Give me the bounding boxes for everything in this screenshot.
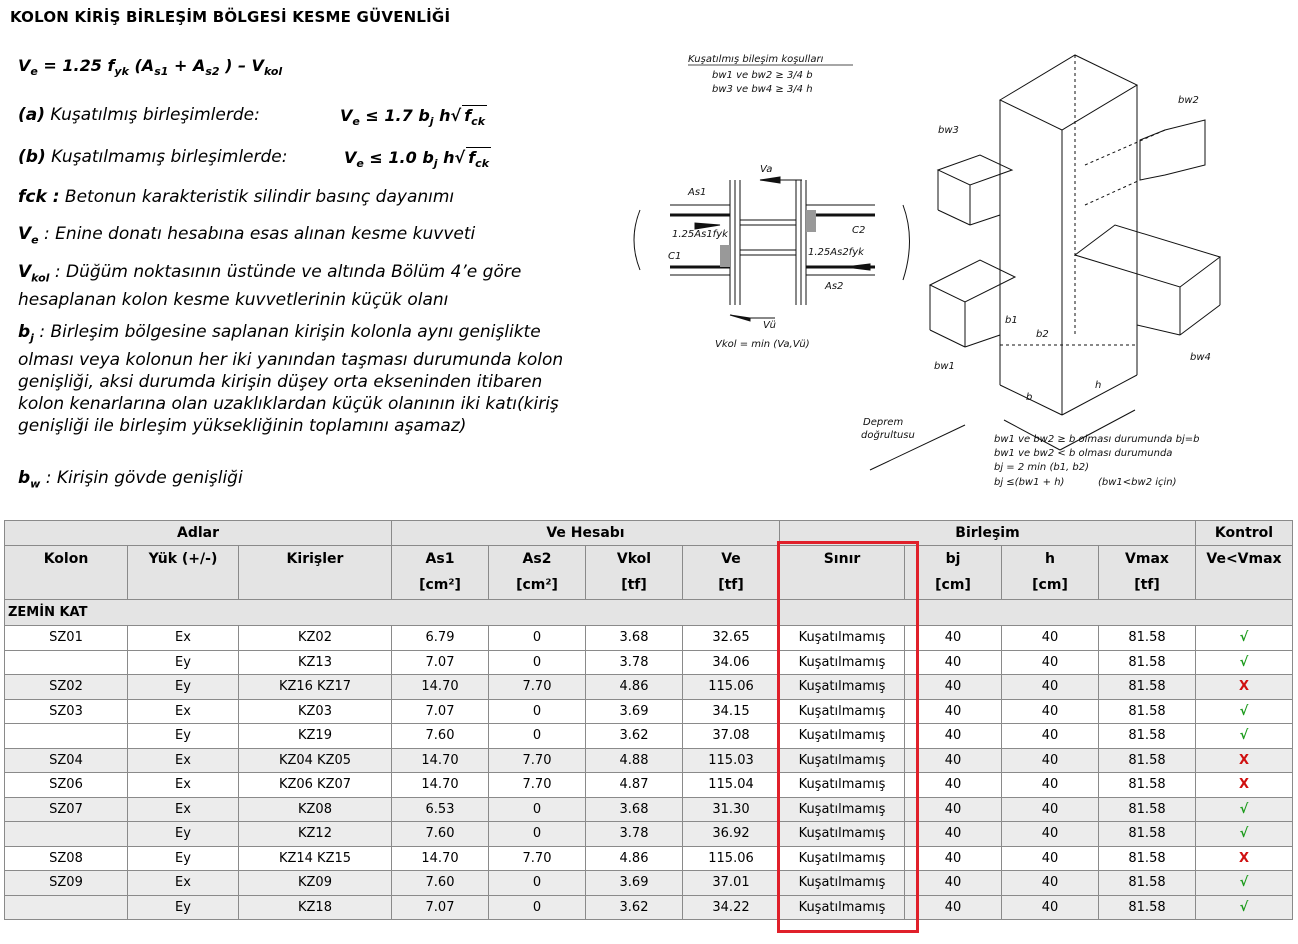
cell-yuk: Ey <box>128 822 239 847</box>
table-row <box>5 846 1293 871</box>
cell-kiris: KZ08 <box>239 797 392 822</box>
cell-h: 40 <box>1002 626 1099 651</box>
cell-yuk: Ex <box>128 699 239 724</box>
cell-vmax: 81.58 <box>1099 724 1196 749</box>
cell-sinir: Kuşatılmamış <box>780 699 905 724</box>
label-c1: C1 <box>668 251 682 262</box>
cell-kolon: SZ04 <box>5 748 128 773</box>
cell-vkol: 4.86 <box>586 846 683 871</box>
column-header <box>1196 546 1293 600</box>
cell-kolon: SZ06 <box>5 773 128 798</box>
cell-as1: 6.53 <box>392 797 489 822</box>
column-header-label: Vkol <box>616 551 652 567</box>
cell-as2: 0 <box>489 650 586 675</box>
column-header <box>683 546 780 600</box>
column-header <box>128 546 239 600</box>
column-header <box>239 546 392 600</box>
cell-as1: 7.07 <box>392 895 489 920</box>
cell-h: 40 <box>1002 846 1099 871</box>
cell-as1: 14.70 <box>392 846 489 871</box>
label-b1: b1 <box>1005 315 1018 326</box>
cell-ok: √ <box>1196 822 1293 847</box>
cell-vmax: 81.58 <box>1099 797 1196 822</box>
group-ve-hesabi: Ve Hesabı <box>392 521 780 546</box>
cell-yuk: Ex <box>128 773 239 798</box>
cell-yuk: Ex <box>128 626 239 651</box>
column-header-label: Vmax <box>1125 551 1169 567</box>
table-row <box>5 871 1293 896</box>
group-adlar: Adlar <box>5 521 392 546</box>
cell-as2: 0 <box>489 797 586 822</box>
cell-ok: √ <box>1196 724 1293 749</box>
note-1: bw1 ve bw2 ≥ b olması durumunda bj=b <box>994 434 1200 445</box>
cell-h: 40 <box>1002 895 1099 920</box>
main-formula: $V_e = 1.25$ $f_{yk}$ ($A_{s1} + A_{s2}$ ) – $V_{kol}$ <box>18 56 283 79</box>
cell-as2: 0 <box>489 699 586 724</box>
label-va: Va <box>760 164 773 175</box>
cell-vmax: 81.58 <box>1099 626 1196 651</box>
note-3: bj = 2 min (b1, b2) <box>994 462 1090 473</box>
case-a-formula: $V_e \le 1.7$ $b_j$ h√ $f_{ck}$ <box>340 106 486 129</box>
table-row <box>5 797 1293 822</box>
label-bw4: bw4 <box>1190 352 1211 363</box>
cell-ok: X <box>1196 748 1293 773</box>
cell-yuk: Ex <box>128 748 239 773</box>
column-header-unit: [cm] <box>1032 577 1068 593</box>
label-c2: C2 <box>852 225 866 236</box>
cell-kiris: KZ12 <box>239 822 392 847</box>
cell-vkol: 3.78 <box>586 822 683 847</box>
cell-kiris: KZ19 <box>239 724 392 749</box>
column-header-unit: [tf] <box>621 577 647 593</box>
cell-ok: √ <box>1196 895 1293 920</box>
case-b: (b) Kuşatılmamış birleşimlerde: <box>18 147 288 167</box>
column-header <box>489 546 586 600</box>
cell-yuk: Ex <box>128 797 239 822</box>
conditions-box <box>688 54 853 95</box>
cell-sinir: Kuşatılmamış <box>780 822 905 847</box>
cell-h: 40 <box>1002 650 1099 675</box>
cell-kiris: KZ13 <box>239 650 392 675</box>
cell-kiris: KZ14 KZ15 <box>239 846 392 871</box>
column-header-unit: [tf] <box>718 577 744 593</box>
cell-as1: 7.60 <box>392 724 489 749</box>
cell-sinir: Kuşatılmamış <box>780 650 905 675</box>
cell-bj: 40 <box>905 797 1002 822</box>
def-bj: $b_j$ : Birleşim bölgesine saplanan kirişin kolonla aynı genişlikte olması veya kolonun her iki yanından taşması durumunda kolon genişliği, aksi durumda kirişin düşey orta ekseninden itibaren kolon kenarlarına olan uzaklıklardan küçük olanının iki katı(kiriş genişliği ile birleşim yüksekliğinin toplamını aşamaz) <box>18 322 564 437</box>
cell-ve: 37.01 <box>683 871 780 896</box>
cell-ve: 34.22 <box>683 895 780 920</box>
cell-ok: √ <box>1196 871 1293 896</box>
cell-vmax: 81.58 <box>1099 773 1196 798</box>
table-row <box>5 675 1293 700</box>
table-row <box>5 650 1293 675</box>
column-header-unit: [cm] <box>935 577 971 593</box>
label-h: h <box>1095 380 1102 391</box>
cell-vkol: 4.87 <box>586 773 683 798</box>
cell-yuk: Ey <box>128 846 239 871</box>
cell-ve: 115.04 <box>683 773 780 798</box>
cell-kiris: KZ18 <box>239 895 392 920</box>
table-row <box>5 822 1293 847</box>
cell-kiris: KZ03 <box>239 699 392 724</box>
table-row <box>5 895 1293 920</box>
cell-yuk: Ey <box>128 895 239 920</box>
cell-kiris: KZ02 <box>239 626 392 651</box>
cell-ok: √ <box>1196 699 1293 724</box>
cell-bj: 40 <box>905 650 1002 675</box>
cell-vkol: 3.62 <box>586 895 683 920</box>
cell-vmax: 81.58 <box>1099 748 1196 773</box>
joint-section-2d <box>634 177 910 321</box>
cell-bj: 40 <box>905 895 1002 920</box>
cell-kolon: SZ07 <box>5 797 128 822</box>
cell-bj: 40 <box>905 846 1002 871</box>
column-header-label: Ve <box>721 551 741 567</box>
label-deprem: Deprem <box>863 417 904 428</box>
cell-ve: 115.03 <box>683 748 780 773</box>
column-header-label: Sınır <box>823 551 861 567</box>
cell-h: 40 <box>1002 748 1099 773</box>
def-fck: fck : Betonun karakteristik silindir basınç dayanımı <box>18 187 455 207</box>
cell-h: 40 <box>1002 699 1099 724</box>
cell-as2: 0 <box>489 871 586 896</box>
cell-h: 40 <box>1002 871 1099 896</box>
cell-yuk: Ex <box>128 871 239 896</box>
cell-ve: 115.06 <box>683 675 780 700</box>
cell-as1: 7.60 <box>392 822 489 847</box>
cell-vmax: 81.58 <box>1099 871 1196 896</box>
label-force-2: 1.25As2fyk <box>808 247 864 258</box>
joint-diagram <box>620 45 1290 495</box>
column-header-unit: [tf] <box>1134 577 1160 593</box>
cell-vmax: 81.58 <box>1099 895 1196 920</box>
column-header-unit: [cm²] <box>516 577 558 593</box>
cell-h: 40 <box>1002 797 1099 822</box>
cell-sinir: Kuşatılmamış <box>780 773 905 798</box>
column-header <box>1002 546 1099 600</box>
cell-kolon: SZ02 <box>5 675 128 700</box>
cell-bj: 40 <box>905 822 1002 847</box>
case-b-formula: $V_e \le 1.0$ $b_j$ h√ $f_{ck}$ <box>344 148 490 171</box>
cell-sinir: Kuşatılmamış <box>780 748 905 773</box>
column-header <box>1099 546 1196 600</box>
cell-ve: 115.06 <box>683 846 780 871</box>
cell-vmax: 81.58 <box>1099 699 1196 724</box>
column-header <box>5 546 128 600</box>
cell-kiris: KZ16 KZ17 <box>239 675 392 700</box>
cell-ok: √ <box>1196 650 1293 675</box>
note-4: bj ≤(bw1 + h) <box>994 477 1065 488</box>
column-header <box>780 546 905 600</box>
cell-ve: 34.15 <box>683 699 780 724</box>
label-force-1: 1.25As1fyk <box>672 229 728 240</box>
label-bw3: bw3 <box>938 125 959 136</box>
column-header-label: Kolon <box>43 551 89 567</box>
group-birlesim: Birleşim <box>780 521 1196 546</box>
cell-h: 40 <box>1002 822 1099 847</box>
cell-bj: 40 <box>905 724 1002 749</box>
def-bw: $b_w$ : Kirişin gövde genişliği <box>18 468 243 491</box>
cell-kolon: SZ03 <box>5 699 128 724</box>
cell-bj: 40 <box>905 699 1002 724</box>
cell-vkol: 3.69 <box>586 871 683 896</box>
column-header <box>586 546 683 600</box>
table-row <box>5 724 1293 749</box>
cell-sinir: Kuşatılmamış <box>780 871 905 896</box>
cell-sinir: Kuşatılmamış <box>780 797 905 822</box>
case-a: (a) Kuşatılmış birleşimlerde: <box>18 105 260 125</box>
cell-vkol: 4.88 <box>586 748 683 773</box>
cell-vkol: 3.69 <box>586 699 683 724</box>
cell-vkol: 3.78 <box>586 650 683 675</box>
cell-as2: 7.70 <box>489 846 586 871</box>
conf-line-1: bw1 ve bw2 ≥ 3/4 b <box>712 70 813 81</box>
column-header-label: Yük (+/-) <box>148 551 218 567</box>
label-bw2: bw2 <box>1178 95 1199 106</box>
cell-as2: 0 <box>489 626 586 651</box>
cell-kolon <box>5 724 128 749</box>
cell-ve: 32.65 <box>683 626 780 651</box>
conf-line-2: bw3 ve bw4 ≥ 3/4 h <box>712 84 813 95</box>
label-as2: As2 <box>825 281 844 292</box>
cell-as2: 0 <box>489 822 586 847</box>
cell-kiris: KZ04 KZ05 <box>239 748 392 773</box>
cell-as1: 6.79 <box>392 626 489 651</box>
cell-vkol: 3.62 <box>586 724 683 749</box>
cell-ok: √ <box>1196 797 1293 822</box>
section-zemin-kat: ZEMİN KAT <box>5 600 1293 626</box>
cell-as2: 7.70 <box>489 675 586 700</box>
column-header-label: Kirişler <box>286 551 344 567</box>
column-header-label: h <box>1045 551 1055 567</box>
cell-bj: 40 <box>905 773 1002 798</box>
cell-kolon: SZ01 <box>5 626 128 651</box>
cell-sinir: Kuşatılmamış <box>780 846 905 871</box>
cell-ok: X <box>1196 773 1293 798</box>
cell-vkol: 4.86 <box>586 675 683 700</box>
column-header-label: As1 <box>425 551 455 567</box>
def-vkol: $V_{kol}$ : Düğüm noktasının üstünde ve altında Bölüm 4’e göre hesaplanan kolon kesme kuvvetlerinin küçük olanı <box>18 262 522 311</box>
cell-kiris: KZ06 KZ07 <box>239 773 392 798</box>
cell-vkol: 3.68 <box>586 626 683 651</box>
cell-as2: 7.70 <box>489 748 586 773</box>
conf-title: Kuşatılmış bileşim koşulları <box>688 54 824 65</box>
note-5: (bw1<bw2 için) <box>1098 477 1177 488</box>
cell-as2: 7.70 <box>489 773 586 798</box>
cell-as1: 14.70 <box>392 675 489 700</box>
label-dogrultusu: doğrultusu <box>861 430 915 441</box>
table-row <box>5 699 1293 724</box>
cell-bj: 40 <box>905 675 1002 700</box>
page-title: KOLON KİRİŞ BİRLEŞİM BÖLGESİ KESME GÜVENLİĞİ <box>10 8 451 26</box>
table-row <box>5 773 1293 798</box>
cell-h: 40 <box>1002 724 1099 749</box>
label-vkol: Vkol = min (Va,Vü) <box>715 339 810 350</box>
label-vu: Vü <box>763 320 777 331</box>
cell-bj: 40 <box>905 748 1002 773</box>
cell-as1: 14.70 <box>392 748 489 773</box>
cell-vmax: 81.58 <box>1099 846 1196 871</box>
cell-sinir: Kuşatılmamış <box>780 724 905 749</box>
cell-as2: 0 <box>489 724 586 749</box>
cell-kolon: SZ08 <box>5 846 128 871</box>
label-b2: b2 <box>1036 329 1049 340</box>
cell-sinir: Kuşatılmamış <box>780 626 905 651</box>
cell-ok: X <box>1196 846 1293 871</box>
cell-kolon: SZ09 <box>5 871 128 896</box>
cell-kolon <box>5 822 128 847</box>
cell-kolon <box>5 895 128 920</box>
table-row <box>5 748 1293 773</box>
label-b: b <box>1026 392 1033 403</box>
cell-bj: 40 <box>905 626 1002 651</box>
cell-vmax: 81.58 <box>1099 675 1196 700</box>
cell-ve: 31.30 <box>683 797 780 822</box>
column-header-label: Ve<Vmax <box>1206 551 1282 567</box>
cell-kiris: KZ09 <box>239 871 392 896</box>
label-as1: As1 <box>688 187 707 198</box>
cell-as1: 7.60 <box>392 871 489 896</box>
cell-ok: X <box>1196 675 1293 700</box>
cell-as1: 7.07 <box>392 650 489 675</box>
cell-ve: 37.08 <box>683 724 780 749</box>
cell-as1: 7.07 <box>392 699 489 724</box>
cell-yuk: Ey <box>128 724 239 749</box>
cell-as1: 14.70 <box>392 773 489 798</box>
cell-h: 40 <box>1002 773 1099 798</box>
cell-as2: 0 <box>489 895 586 920</box>
cell-ve: 36.92 <box>683 822 780 847</box>
shear-check-table <box>4 520 1293 920</box>
def-ve: $V_e$ : Enine donatı hesabına esas alınan kesme kuvveti <box>18 224 476 247</box>
cell-kolon <box>5 650 128 675</box>
cell-yuk: Ey <box>128 650 239 675</box>
cell-yuk: Ey <box>128 675 239 700</box>
column-header <box>392 546 489 600</box>
note-2: bw1 ve bw2 < b olması durumunda <box>994 448 1173 459</box>
cell-vmax: 81.58 <box>1099 650 1196 675</box>
table-row <box>5 626 1293 651</box>
label-bw1: bw1 <box>934 361 955 372</box>
cell-vkol: 3.68 <box>586 797 683 822</box>
cell-sinir: Kuşatılmamış <box>780 675 905 700</box>
cell-ve: 34.06 <box>683 650 780 675</box>
cell-h: 40 <box>1002 675 1099 700</box>
cell-ok: √ <box>1196 626 1293 651</box>
column-header <box>905 546 1002 600</box>
cell-vmax: 81.58 <box>1099 822 1196 847</box>
column-header-label: bj <box>945 551 961 567</box>
cell-sinir: Kuşatılmamış <box>780 895 905 920</box>
column-header-unit: [cm²] <box>419 577 461 593</box>
group-kontrol: Kontrol <box>1196 521 1293 546</box>
column-header-label: As2 <box>522 551 552 567</box>
joint-3d <box>870 55 1220 470</box>
cell-bj: 40 <box>905 871 1002 896</box>
